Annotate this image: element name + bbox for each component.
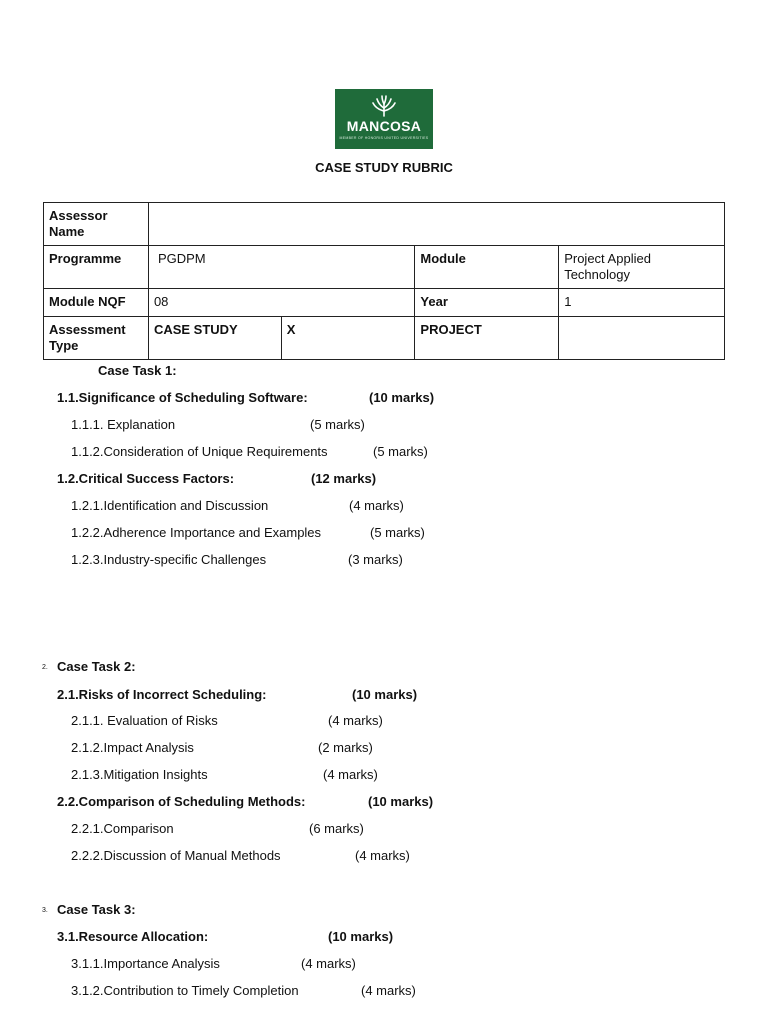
section-2-1-title: 2.1.Risks of Incorrect Scheduling: [57, 687, 267, 702]
item-2-1-1-marks: (4 marks) [328, 713, 383, 728]
item-2-2-1-label: 2.2.1.Comparison [71, 821, 174, 836]
case-study-mark: X [281, 317, 415, 360]
mancosa-logo [335, 89, 433, 149]
logo-subtitle: MEMBER OF HONORIS UNITED UNIVERSITIES [339, 136, 429, 140]
case-study-label: CASE STUDY [148, 317, 281, 360]
module-nqf-label: Module NQF [44, 289, 149, 317]
item-3-1-2-marks: (4 marks) [361, 983, 416, 998]
item-1-2-3-marks: (3 marks) [348, 552, 403, 567]
section-2-1-marks: (10 marks) [352, 687, 418, 702]
item-1-2-2-label: 1.2.2.Adherence Importance and Examples [71, 525, 322, 540]
item-1-2-3-label: 1.2.3.Industry-specific Challenges [71, 552, 267, 567]
year-value: 1 [559, 289, 725, 317]
programme-label: Programme [44, 246, 149, 289]
section-2-2-title: 2.2.Comparison of Scheduling Methods: [57, 794, 306, 809]
module-nqf-value: 08 [148, 289, 414, 317]
item-1-1-1-marks: (5 marks) [310, 417, 365, 432]
item-3-1-1-label: 3.1.1.Importance Analysis [71, 956, 220, 971]
project-label: PROJECT [415, 317, 559, 360]
section-2-2-marks: (10 marks) [368, 794, 434, 809]
item-2-1-3-marks: (4 marks) [323, 767, 378, 782]
case-task-3-heading: Case Task 3: [57, 902, 136, 917]
section-1-1-title: 1.1.Significance of Scheduling Software: [57, 390, 308, 405]
section-1-2-marks: (12 marks) [311, 471, 377, 486]
case-task-2-number: 2. [42, 664, 48, 671]
info-table [43, 202, 725, 360]
item-1-2-1-label: 1.2.1.Identification and Discussion [71, 498, 269, 513]
item-2-2-2-marks: (4 marks) [355, 848, 410, 863]
item-1-1-2-marks: (5 marks) [373, 444, 428, 459]
item-2-1-1-label: 2.1.1. Evaluation of Risks [71, 713, 218, 728]
logo-wordmark: MANCOSA [346, 118, 422, 134]
item-3-1-2-label: 3.1.2.Contribution to Timely Completion [71, 983, 299, 998]
assessor-name-value [148, 203, 724, 246]
section-1-1-marks: (10 marks) [369, 390, 435, 405]
assessor-name-label: Assessor Name [44, 203, 149, 246]
project-value [559, 317, 725, 360]
case-task-1-heading: Case Task 1: [98, 363, 177, 378]
section-1-2-title: 1.2.Critical Success Factors: [57, 471, 235, 486]
page-title: CASE STUDY RUBRIC [315, 160, 453, 175]
case-task-3-number: 3. [42, 907, 48, 914]
module-label: Module [415, 246, 559, 289]
section-3-1-title: 3.1.Resource Allocation: [57, 929, 209, 944]
module-value: Project Applied Technology [559, 246, 725, 289]
assessment-type-label: Assessment Type [44, 317, 149, 360]
programme-value: PGDPM [148, 246, 414, 289]
item-2-1-2-marks: (2 marks) [318, 740, 373, 755]
item-1-2-1-marks: (4 marks) [349, 498, 404, 513]
year-label: Year [415, 289, 559, 317]
item-2-2-2-label: 2.2.2.Discussion of Manual Methods [71, 848, 281, 863]
case-task-2-heading: Case Task 2: [57, 659, 136, 674]
item-2-1-3-label: 2.1.3.Mitigation Insights [71, 767, 208, 782]
item-1-1-1-label: 1.1.1. Explanation [71, 417, 176, 432]
item-1-1-2-label: 1.1.2.Consideration of Unique Requirements [71, 444, 328, 459]
item-2-1-2-label: 2.1.2.Impact Analysis [71, 740, 194, 755]
item-1-2-2-marks: (5 marks) [370, 525, 425, 540]
item-2-2-1-marks: (6 marks) [309, 821, 364, 836]
section-3-1-marks: (10 marks) [328, 929, 394, 944]
tree-icon [371, 95, 397, 117]
item-3-1-1-marks: (4 marks) [301, 956, 356, 971]
